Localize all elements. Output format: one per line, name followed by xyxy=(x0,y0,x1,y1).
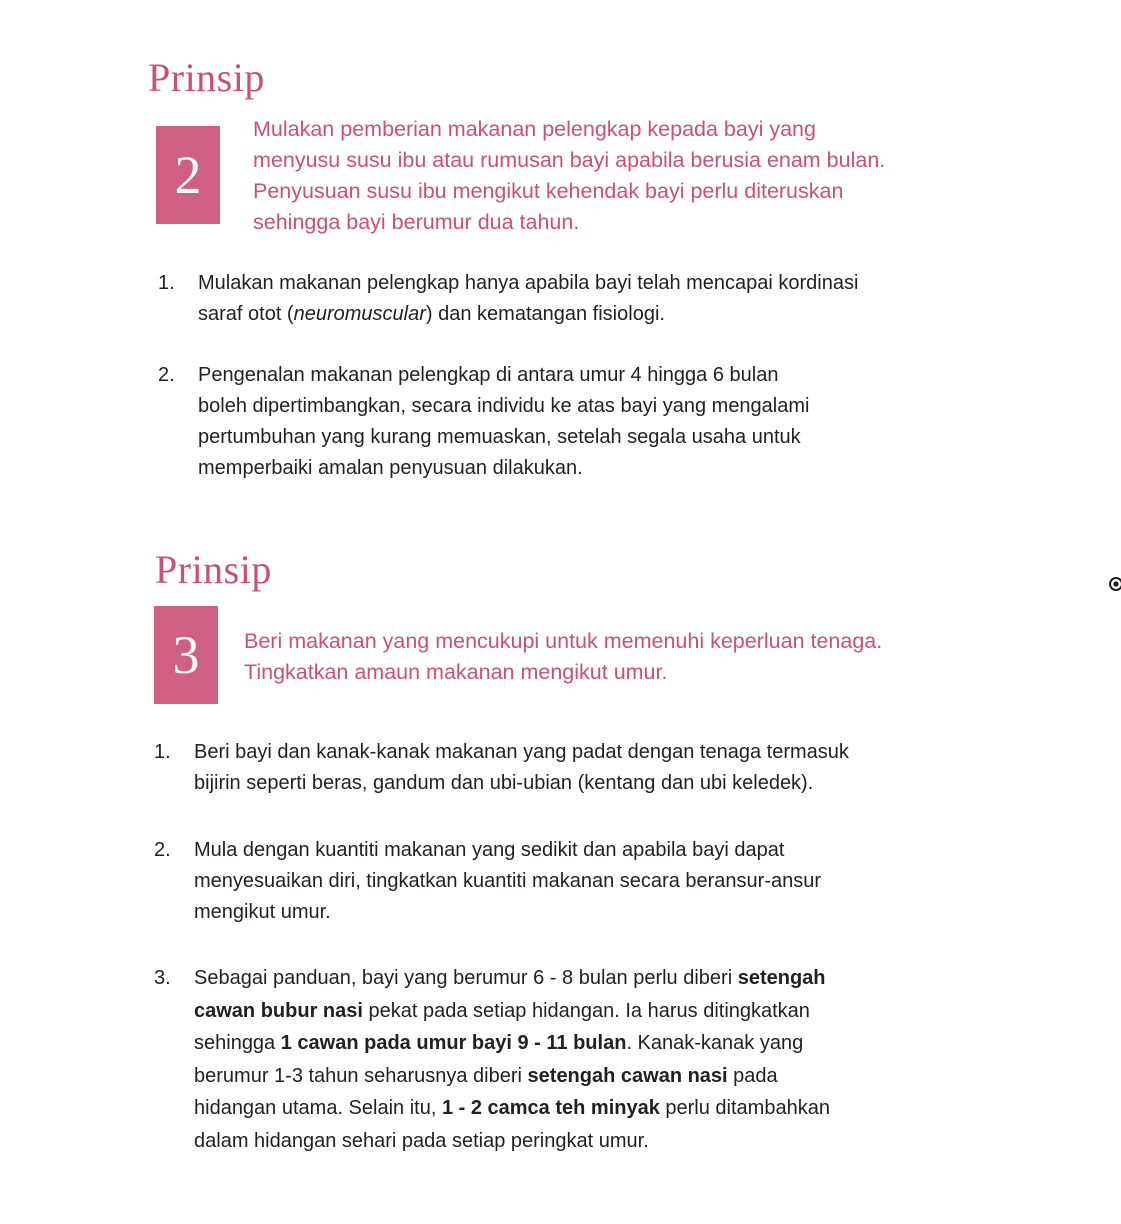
principle-3-item-1 xyxy=(154,737,954,799)
item-line: dalam hidangan sehari pada setiap peringkat umur. xyxy=(194,1129,649,1152)
item-line: memperbaiki amalan penyusuan dilakukan. xyxy=(198,457,583,479)
item-number: 3. xyxy=(154,967,171,989)
item-line: Beri bayi dan kanak-kanak makanan yang padat dengan tenaga termasuk xyxy=(194,741,849,763)
bold-phrase: cawan bubur nasi xyxy=(194,999,363,1022)
intro-line: Tingkatkan amaun makanan mengikut umur. xyxy=(244,660,668,684)
intro-line: sehingga bayi berumur dua tahun. xyxy=(253,210,580,234)
item-line: boleh dipertimbangkan, secara individu ke atas bayi yang mengalami xyxy=(198,395,810,417)
principle-3-number-badge: 3 xyxy=(154,606,218,704)
item-line: berumur 1-3 tahun seharusnya diberi setengah cawan nasi pada xyxy=(194,1064,778,1087)
item-line: pertumbuhan yang kurang memuaskan, setelah segala usaha untuk xyxy=(198,426,801,448)
intro-line: menyusu susu ibu atau rumusan bayi apabila berusia enam bulan. xyxy=(253,148,886,172)
principle-2-number-badge: 2 xyxy=(156,126,220,224)
item-number: 1. xyxy=(158,272,175,294)
bold-phrase: 1 cawan pada umur bayi 9 - 11 bulan xyxy=(280,1032,627,1054)
registration-mark-icon xyxy=(1109,577,1121,591)
principle-3-heading: Prinsip xyxy=(155,547,272,592)
item-line: Pengenalan makanan pelengkap di antara umur 4 hingga 6 bulan xyxy=(198,364,779,386)
bold-phrase: 1 - 2 camca teh minyak xyxy=(441,1097,660,1119)
item-number: 2. xyxy=(158,364,175,386)
item-number: 1. xyxy=(154,741,171,763)
item-line: Mula dengan kuantiti makanan yang sedikit dan apabila bayi dapat xyxy=(194,839,785,861)
principle-3-item-2 xyxy=(154,835,954,928)
intro-line: Mulakan pemberian makanan pelengkap kepada bayi yang xyxy=(253,117,816,141)
principle-2-item-2 xyxy=(158,360,958,484)
item-number: 2. xyxy=(154,839,171,861)
bold-phrase: setengah cawan nasi xyxy=(527,1064,728,1087)
principle-2-heading: Prinsip xyxy=(148,55,265,100)
principle-2-item-1 xyxy=(158,268,958,330)
item-line: menyesuaikan diri, tingkatkan kuantiti makanan secara beransur-ansur xyxy=(194,870,822,892)
item-line: sehingga 1 cawan pada umur bayi 9 - 11 bulan. Kanak-kanak yang xyxy=(194,1032,804,1054)
item-line: Mulakan makanan pelengkap hanya apabila bayi telah mencapai kordinasi xyxy=(198,272,859,294)
principle-3-item-3 xyxy=(154,962,954,1157)
item-line: saraf otot (neuromuscular) dan kematangan fisiologi. xyxy=(198,303,665,325)
principle-3-intro xyxy=(244,626,964,688)
term-emphasis: neuromuscular xyxy=(293,303,426,325)
intro-line: Beri makanan yang mencukupi untuk memenuhi keperluan tenaga. xyxy=(244,629,883,653)
item-line: hidangan utama. Selain itu, 1 - 2 camca teh minyak perlu ditambahkan xyxy=(194,1097,830,1119)
bold-phrase: setengah xyxy=(737,967,826,989)
item-line: cawan bubur nasi pekat pada setiap hidangan. Ia harus ditingkatkan xyxy=(194,999,810,1022)
principle-2-intro xyxy=(253,114,938,238)
item-line: Sebagai panduan, bayi yang berumur 6 - 8 bulan perlu diberi setengah xyxy=(194,967,826,989)
intro-line: Penyusuan susu ibu mengikut kehendak bayi perlu diteruskan xyxy=(253,179,844,203)
item-line: mengikut umur. xyxy=(194,901,331,923)
item-line: bijirin seperti beras, gandum dan ubi-ubian (kentang dan ubi keledek). xyxy=(194,772,814,794)
